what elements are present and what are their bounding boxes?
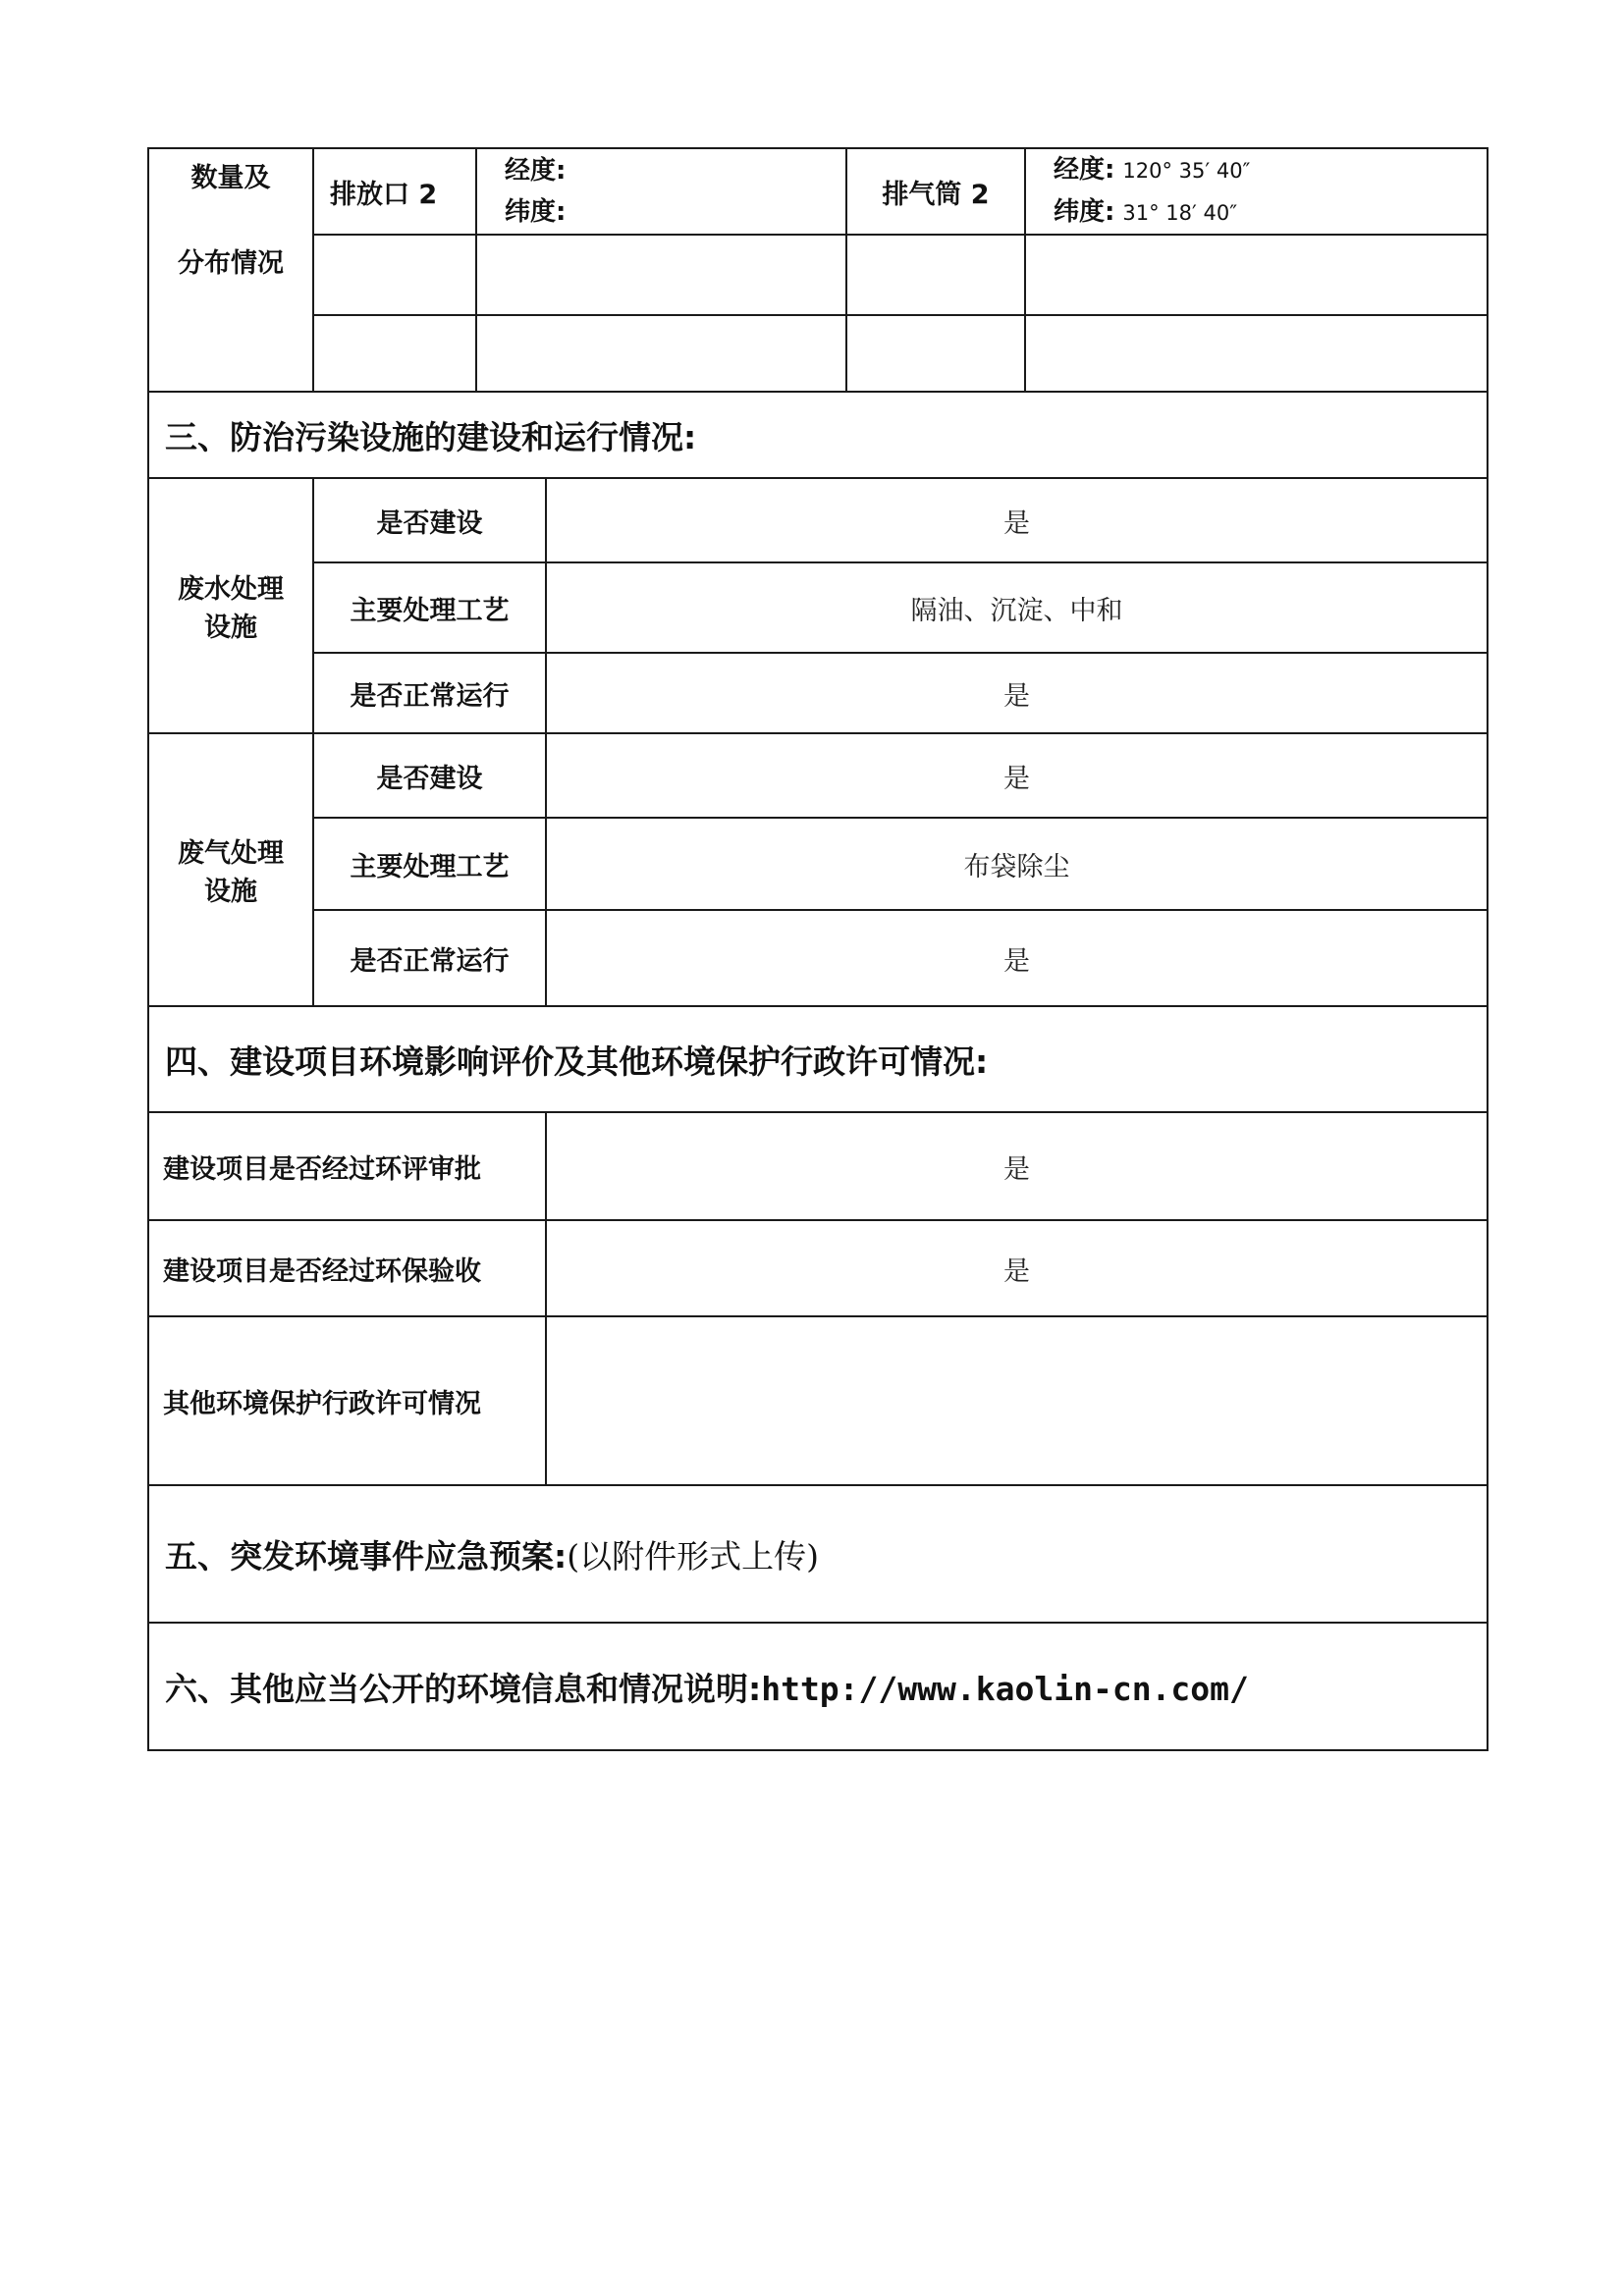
wastewater-process-value: 隔油、沉淀、中和 [546, 562, 1488, 653]
section5-title: 五、突发环境事件应急预案: [165, 1536, 568, 1575]
empty-cell [476, 315, 846, 392]
wastegas-process-label: 主要处理工艺 [313, 818, 546, 910]
empty-cell [476, 235, 846, 315]
wastewater-row-3 [148, 653, 1488, 733]
wastewater-label-line2: 设施 [204, 613, 257, 643]
wastegas-label [148, 733, 313, 1006]
outlet-row-1 [148, 148, 1488, 235]
outlet-coords [476, 148, 846, 235]
other-permit-label: 其他环境保护行政许可情况 [148, 1316, 546, 1485]
wastegas-process-value: 布袋除尘 [546, 818, 1488, 910]
empty-cell [846, 315, 1025, 392]
section3-header-row [148, 392, 1488, 478]
section6-title: 六、其他应当公开的环境信息和情况说明: [165, 1669, 762, 1708]
acceptance-row [148, 1220, 1488, 1316]
stack-label: 排气筒 2 [846, 148, 1025, 235]
section6-url[interactable]: http://www.kaolin-cn.com/ [761, 1669, 1249, 1708]
eia-approval-label: 建设项目是否经过环评审批 [148, 1112, 546, 1220]
empty-cell [313, 315, 476, 392]
outlet-lon-key: 经度: [505, 156, 567, 186]
other-permit-row [148, 1316, 1488, 1485]
outlet-lat-key: 纬度: [505, 197, 567, 227]
wastegas-row-3 [148, 910, 1488, 1006]
distribution-label-line1: 数量及 [190, 163, 271, 193]
section4-title: 四、建设项目环境影响评价及其他环境保护行政许可情况: [148, 1006, 1488, 1112]
stack-lat-key: 纬度: [1054, 197, 1115, 227]
wastegas-row-1 [148, 733, 1488, 818]
eia-approval-value: 是 [546, 1112, 1488, 1220]
section5-note: (以附件形式上传) [567, 1536, 819, 1575]
wastewater-running-value: 是 [546, 653, 1488, 733]
wastewater-label [148, 478, 313, 733]
other-permit-value [546, 1316, 1488, 1485]
environmental-info-table [147, 147, 1489, 1751]
wastewater-row-2 [148, 562, 1488, 653]
wastewater-built-value: 是 [546, 478, 1488, 562]
wastewater-process-label: 主要处理工艺 [313, 562, 546, 653]
empty-cell [846, 235, 1025, 315]
empty-cell [313, 235, 476, 315]
empty-cell [1025, 235, 1488, 315]
wastegas-running-value: 是 [546, 910, 1488, 1006]
wastewater-row-1 [148, 478, 1488, 562]
empty-cell [1025, 315, 1488, 392]
section6-row [148, 1623, 1488, 1750]
wastewater-built-label: 是否建设 [313, 478, 546, 562]
distribution-label-line2: 分布情况 [178, 248, 284, 279]
section3-title: 三、防治污染设施的建设和运行情况: [148, 392, 1488, 478]
section6-cell [148, 1623, 1488, 1750]
outlet-label: 排放口 2 [313, 148, 476, 235]
wastewater-running-label: 是否正常运行 [313, 653, 546, 733]
wastegas-label-line1: 废气处理 [178, 838, 284, 869]
wastegas-row-2 [148, 818, 1488, 910]
wastegas-label-line2: 设施 [204, 877, 257, 907]
eia-approval-row [148, 1112, 1488, 1220]
section4-header-row [148, 1006, 1488, 1112]
stack-lat-value: 31° 18′ 40″ [1122, 201, 1238, 225]
stack-lon-key: 经度: [1054, 155, 1115, 185]
wastegas-built-label: 是否建设 [313, 733, 546, 818]
section5-cell [148, 1485, 1488, 1623]
wastewater-label-line1: 废水处理 [178, 574, 284, 605]
stack-coords [1025, 148, 1488, 235]
outlet-row-3 [148, 315, 1488, 392]
wastegas-running-label: 是否正常运行 [313, 910, 546, 1006]
outlet-row-2 [148, 235, 1488, 315]
wastegas-built-value: 是 [546, 733, 1488, 818]
acceptance-label: 建设项目是否经过环保验收 [148, 1220, 546, 1316]
distribution-label-cell [148, 148, 313, 392]
stack-lon-value: 120° 35′ 40″ [1122, 159, 1251, 183]
section5-row [148, 1485, 1488, 1623]
acceptance-value: 是 [546, 1220, 1488, 1316]
